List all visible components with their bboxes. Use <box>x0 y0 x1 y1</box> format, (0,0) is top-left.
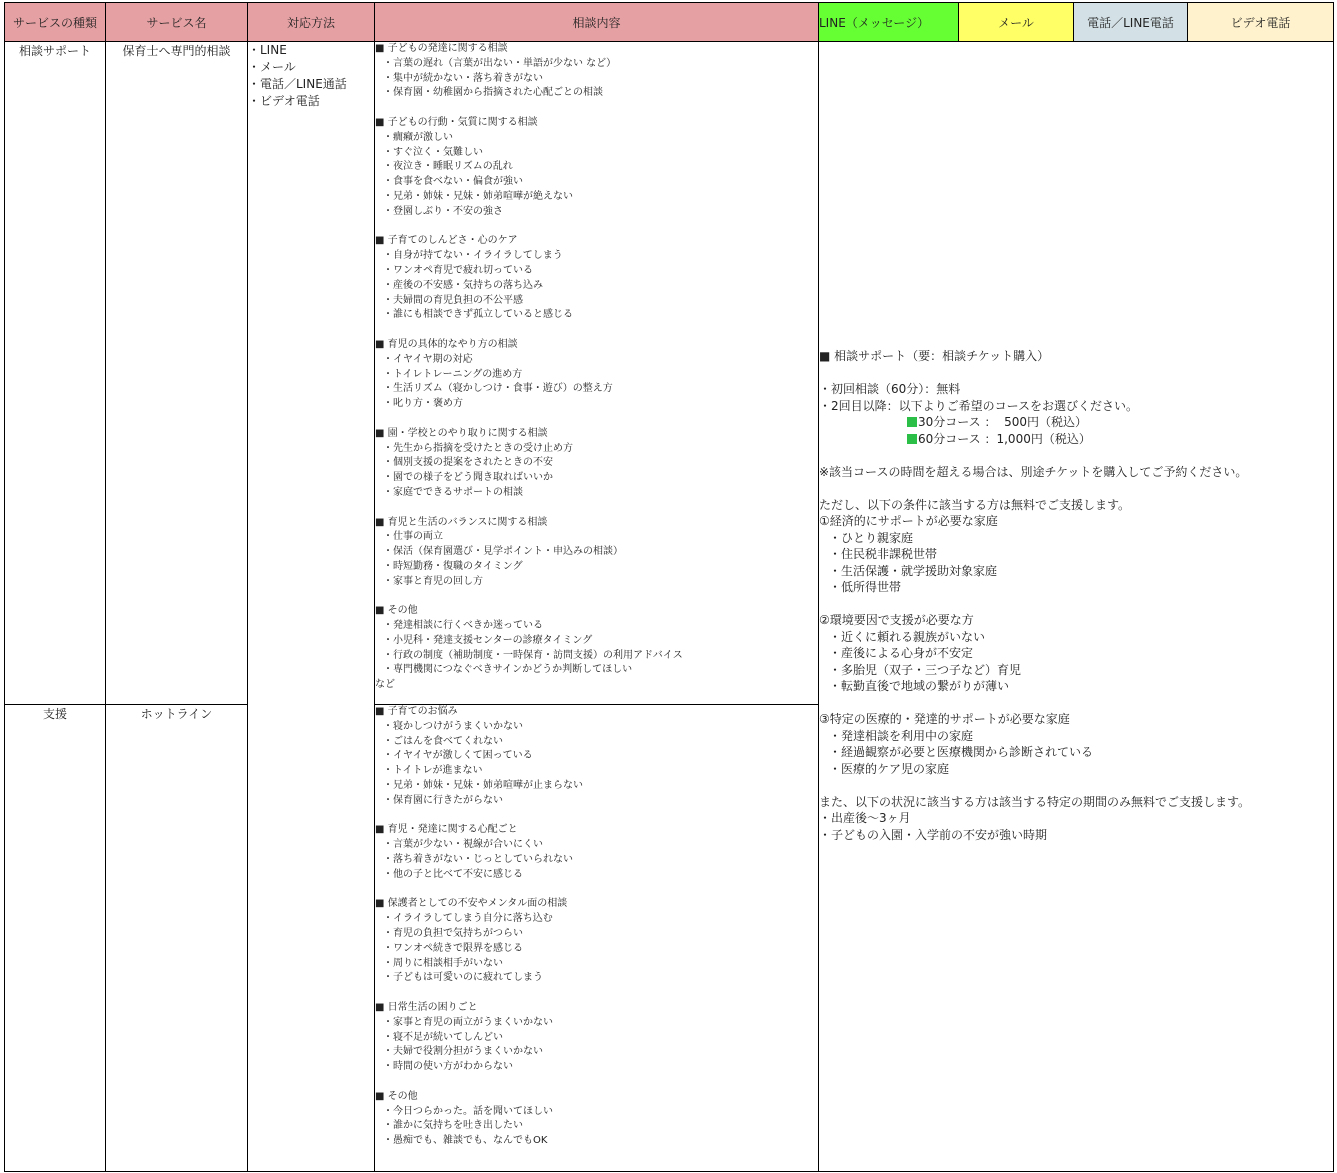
condition-title: ③特定の医療的・発達的サポートが必要な家庭 <box>819 712 1070 726</box>
consult-item: ・イライラしてしまう自分に落ち込む <box>383 913 553 925</box>
condition-group <box>819 711 1333 777</box>
period-intro: また、以下の状況に該当する方は該当する特定の期間のみ無料でご支援します。 <box>819 794 1251 809</box>
condition-item: ・低所得世帯 <box>829 580 902 594</box>
consult-group <box>375 338 818 412</box>
consult-group <box>375 1090 818 1149</box>
consult-item: ・保活（保育園選び・見学ポイント・申込みの相談） <box>383 546 623 558</box>
consult-group-title: ■ その他 <box>375 1090 418 1102</box>
consult-item: ・落ち着きがない・じっとしていられない <box>383 853 573 865</box>
condition-item: ・発達相談を利用中の家庭 <box>829 728 974 743</box>
consult-group-title: ■ 子どもの行動・気質に関する相談 <box>375 116 538 128</box>
consult-item: ・育児の負担で気持ちがつらい <box>383 927 523 939</box>
consult-item: ・生活リズム（寝かしつけ・食事・遊び）の整え方 <box>383 383 613 395</box>
consult-item: ・子どもは可愛いのに疲れてしまう <box>383 972 543 984</box>
consult-item: ・夫婦で役割分担がうまくいかない <box>383 1046 543 1058</box>
support-info-initial: ・初回相談（60分）：無料 <box>819 382 961 396</box>
consult-group <box>375 705 818 809</box>
consult-item: ・家事と育児の回し方 <box>383 575 483 587</box>
condition-item: ・医療的ケア児の家庭 <box>829 761 950 776</box>
service-table <box>4 2 1334 1172</box>
consult-group <box>375 1001 818 1075</box>
period-item: ・子どもの入園・入学前の不安が強い時期 <box>819 827 1048 842</box>
service-name-consult: 保育士へ専門的相談 <box>106 42 248 705</box>
consult-group-title: ■ 子育てのしんどさ・心のケア <box>375 235 518 247</box>
consult-item: ・誰にも相談できず孤立していると感じる <box>383 309 573 321</box>
consult-item: ・叱り方・褒め方 <box>383 398 463 410</box>
support-info-repeat: ・2回目以降：以下よりご希望のコースをお選びください。 <box>819 398 1139 413</box>
consult-item: ・発達相談に行くべきか迷っている <box>383 620 543 632</box>
consult-group <box>375 897 818 986</box>
support-info-note: ※該当コースの時間を超える場合は、別途チケットを購入してご予約ください。 <box>819 464 1248 479</box>
consult-group-title: ■ 園・学校とのやり取りに関する相談 <box>375 427 548 439</box>
condition-item: ・多胎児（双子・三つ子など）育児 <box>829 662 1022 677</box>
method-video: ・ビデオ電話 <box>248 94 320 108</box>
condition-group <box>819 612 1333 695</box>
header-mail: メール <box>959 3 1074 42</box>
consult-group <box>375 427 818 501</box>
method-cell <box>248 42 375 1172</box>
consult-group <box>375 116 818 220</box>
support-info-cell <box>819 42 1334 1172</box>
condition-item: ・経過観察が必要と医療機関から診断されている <box>829 745 1094 759</box>
service-type-consult: 相談サポート <box>5 42 106 705</box>
consult-group-title: ■ 子どもの発達に関する相談 <box>375 43 508 54</box>
consult-item: ・誰かに気持ちを吐き出したい <box>383 1120 523 1132</box>
consult-item: ・家事と育児の両立がうまくいかない <box>383 1016 553 1028</box>
consult-item: ・仕事の両立 <box>383 531 443 543</box>
condition-item: ・転勤直後で地域の繋がりが薄い <box>829 679 1010 693</box>
consult-group <box>375 604 818 678</box>
consult-group-title: ■ 日常生活の困りごと <box>375 1001 478 1013</box>
condition-item: ・ひとり親家庭 <box>829 530 914 545</box>
consult-item: ・個別支援の提案をされたときの不安 <box>383 457 553 469</box>
condition-group <box>819 513 1333 596</box>
method-mail: ・メール <box>248 60 296 74</box>
consult-item: ・園での様子をどう聞き取ればいいか <box>383 472 553 484</box>
header-service-name: サービス名 <box>106 3 248 42</box>
consult-item: ・兄弟・姉妹・兄妹・姉弟喧嘩が止まらない <box>383 779 583 791</box>
condition-title: ①経済的にサポートが必要な家庭 <box>819 514 998 528</box>
consult-group <box>375 516 818 590</box>
consult-item: ・トイトレが進まない <box>383 765 483 777</box>
consult-item: ・すぐ泣く・気難しい <box>383 146 483 158</box>
consult-group <box>375 823 818 882</box>
consult-item: ・産後の不安感・気持ちの落ち込み <box>383 279 543 291</box>
consultation-content-support <box>375 705 819 1172</box>
consult-item: ・夜泣き・睡眠リズムの乱れ <box>383 161 513 173</box>
support-info-title: ■ 相談サポート（要：相談チケット購入） <box>819 349 1050 363</box>
consult-item: ・家庭でできるサポートの相談 <box>383 486 523 498</box>
course-60-icon <box>907 434 917 444</box>
period-item: ・出産後〜3ヶ月 <box>819 811 911 825</box>
condition-item: ・近くに頼れる親族がいない <box>829 629 986 644</box>
service-type-support: 支援 <box>5 705 106 1172</box>
header-consultation: 相談内容 <box>375 3 819 42</box>
consult-item: ・専門機関につなぐべきサインかどうか判断してほしい <box>383 664 633 676</box>
consult-item: ・寝かしつけがうまくいかない <box>383 720 523 732</box>
consult-item: ・食事を食べない・偏食が強い <box>383 176 523 188</box>
consult-group-title: ■ 保護者としての不安やメンタル面の相談 <box>375 898 568 910</box>
consult-group-title: ■ 育児・発達に関する心配ごと <box>375 824 518 836</box>
method-line: ・LINE <box>248 43 287 57</box>
consult-group-title: ■ 育児の具体的なやり方の相談 <box>375 338 518 350</box>
header-line-message: LINE（メッセージ） <box>819 3 959 42</box>
consult-item: ・他の子と比べて不安に感じる <box>383 868 523 880</box>
consultation-content-consult <box>375 42 819 705</box>
consult-item: ・トイレトレーニングの進め方 <box>383 368 523 380</box>
consult-item: ・ワンオペ続きで限界を感じる <box>383 942 523 954</box>
consult-item: ・行政の制度（補助制度・一時保育・訪問支援）の利用アドバイス <box>383 649 683 661</box>
consultation-tail: など <box>375 679 395 691</box>
support-info-spacer <box>819 42 1333 348</box>
condition-item: ・産後による心身が不安定 <box>829 646 974 660</box>
consult-item: ・イヤイヤが激しくて困っている <box>383 750 533 762</box>
header-phone-line: 電話／LINE電話 <box>1074 3 1188 42</box>
header-service-type: サービスの種類 <box>5 3 106 42</box>
method-phone: ・電話／LINE通話 <box>248 77 347 91</box>
consult-item: ・イヤイヤ期の対応 <box>383 353 473 365</box>
course-30-icon <box>907 417 917 427</box>
consult-item: ・保育園に行きたがらない <box>383 794 503 806</box>
consult-item: ・夫婦間の育児負担の不公平感 <box>383 294 523 306</box>
consult-item: ・ワンオペ育児で疲れ切っている <box>383 264 533 276</box>
consult-item: ・集中が続かない・落ち着きがない <box>383 72 543 84</box>
consult-item: ・自身が持てない・イライラしてしまう <box>383 250 563 262</box>
consult-item: ・保育園・幼稚園から指摘された心配ごとの相談 <box>383 87 603 99</box>
consult-item: ・小児科・発達支援センターの診療タイミング <box>383 634 593 646</box>
consult-item: ・愚痴でも、雑談でも、なんでもOK <box>383 1135 548 1147</box>
consult-item: ・兄弟・姉妹・兄妹・姉弟喧嘩が絶えない <box>383 190 573 202</box>
consult-group-title: ■ 子育てのお悩み <box>375 706 458 717</box>
consult-item: ・寝不足が続いてしんどい <box>383 1031 503 1043</box>
consult-item: ・癇癪が激しい <box>383 131 453 143</box>
consult-group <box>375 234 818 323</box>
consult-item: ・時間の使い方がわからない <box>383 1061 513 1073</box>
consult-item: ・時短勤務・復職のタイミング <box>383 560 523 572</box>
course-60: 60分コース ：1,000円（税込） <box>819 431 1333 448</box>
consult-item: ・周りに相談相手がいない <box>383 957 503 969</box>
free-intro: ただし、以下の条件に該当する方は無料でご支援します。 <box>819 497 1131 512</box>
consult-group-title: ■ その他 <box>375 605 418 617</box>
header-video-call: ビデオ電話 <box>1188 3 1334 42</box>
service-name-support: ホットライン <box>106 705 248 1172</box>
consult-item: ・言葉の遅れ（言葉が出ない・単語が少ない など） <box>383 57 617 69</box>
condition-item: ・生活保護・就学援助対象家庭 <box>829 563 998 578</box>
consult-item: ・今日つらかった。話を聞いてほしい <box>383 1105 553 1117</box>
consult-item: ・言葉が少ない・視線が合いにくい <box>383 839 543 851</box>
consult-group <box>375 42 818 101</box>
condition-title: ②環境要因で支援が必要な方 <box>819 613 974 627</box>
consult-item: ・先生から指摘を受けたときの受け止め方 <box>383 442 573 454</box>
course-30: 30分コース ： 500円（税込） <box>819 414 1333 431</box>
consult-group-title: ■ 育児と生活のバランスに関する相談 <box>375 516 548 528</box>
consult-item: ・ごはんを食べてくれない <box>383 735 503 747</box>
consult-item: ・登園しぶり・不安の強さ <box>383 205 503 217</box>
header-method: 対応方法 <box>248 3 375 42</box>
condition-item: ・住民税非課税世帯 <box>829 547 938 561</box>
